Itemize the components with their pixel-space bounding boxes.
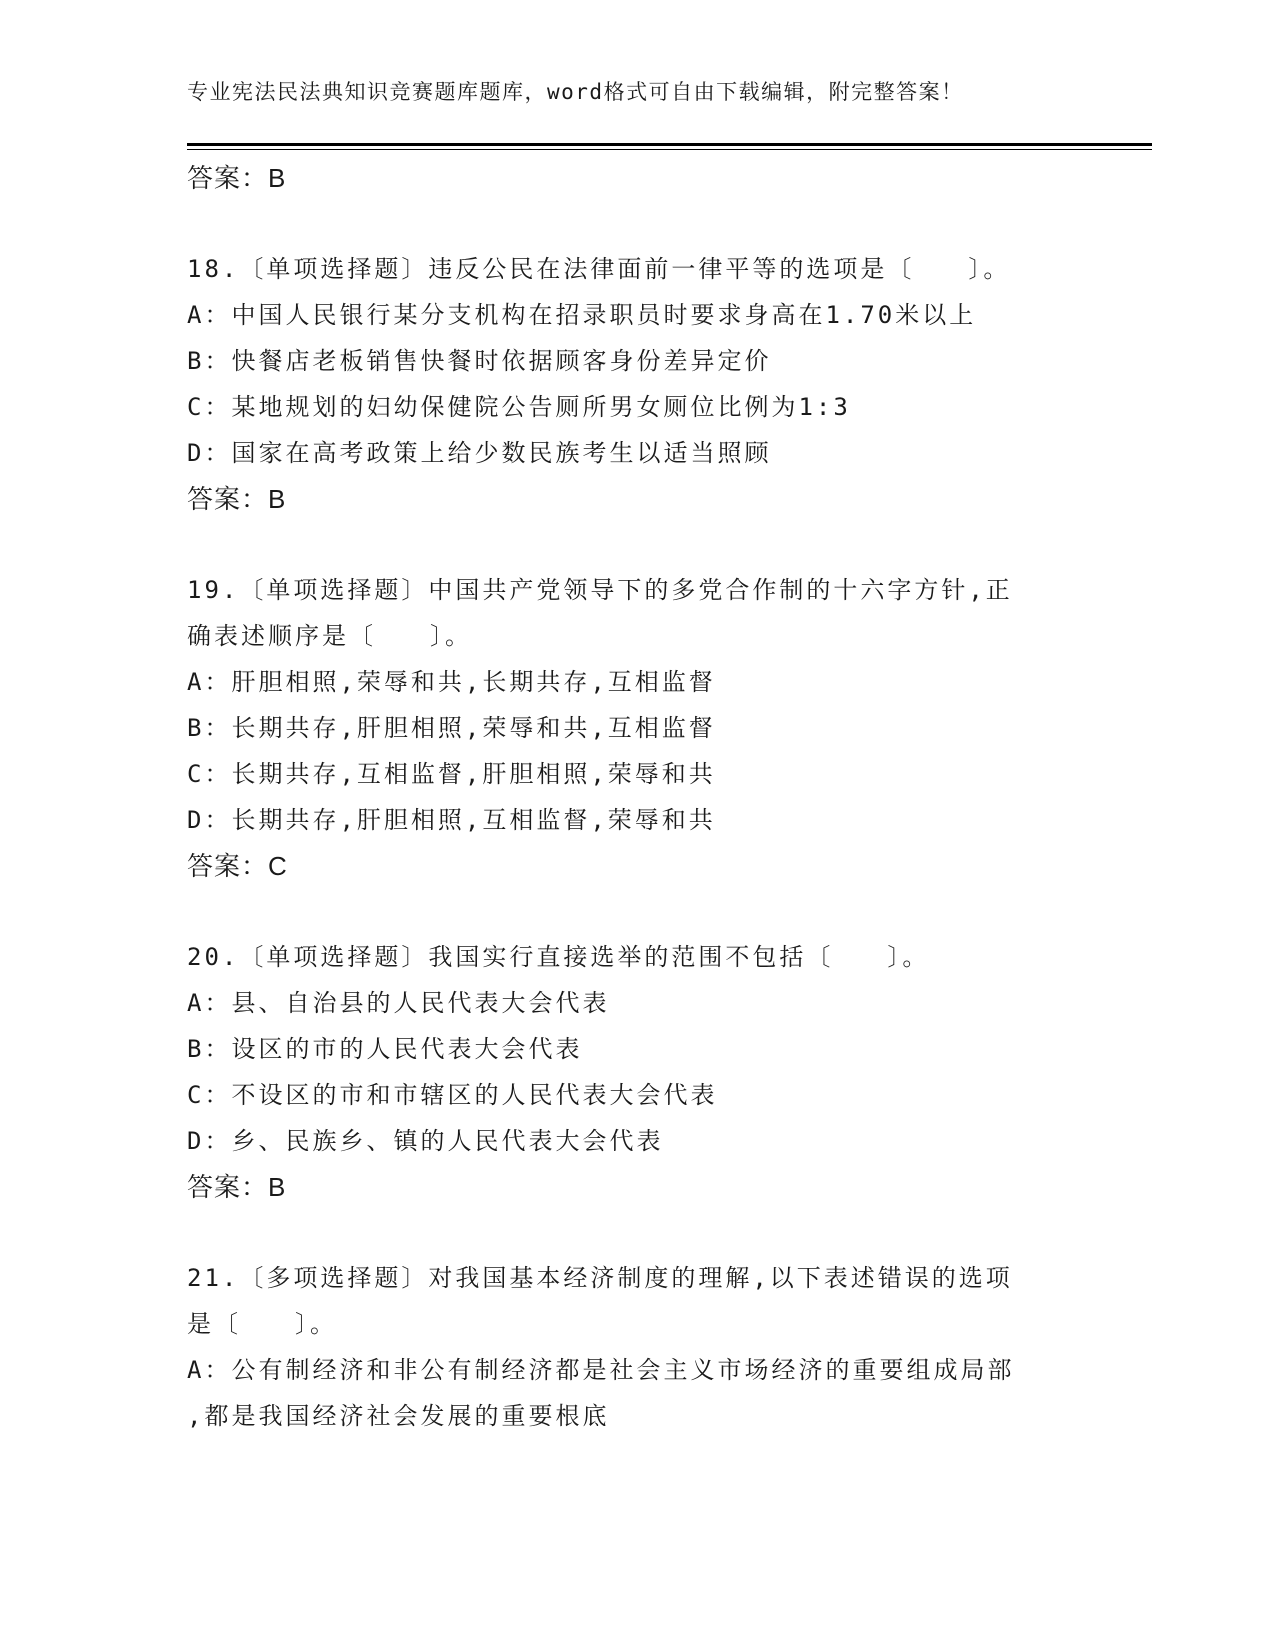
option-a-cont: ,都是我国经济社会发展的重要根底 <box>187 1402 610 1430</box>
question-block <box>187 934 1087 1210</box>
header-divider-thin <box>187 149 1152 150</box>
document-body <box>187 155 1087 1439</box>
option-a: A：公有制经济和非公有制经济都是社会主义市场经济的重要组成局部 <box>187 1356 1015 1384</box>
option-a: A：肝胆相照,荣辱和共,长期共存,互相监督 <box>187 668 716 696</box>
question-stem: 21.〔多项选择题〕对我国基本经济制度的理解,以下表述错误的选项 <box>187 1264 1013 1292</box>
question-block <box>187 1255 1087 1439</box>
option-b: B：设区的市的人民代表大会代表 <box>187 1035 583 1063</box>
option-a: A：中国人民银行某分支机构在招录职员时要求身高在1.70米以上 <box>187 301 977 329</box>
option-c: C：长期共存,互相监督,肝胆相照,荣辱和共 <box>187 760 716 788</box>
question-stem: 18.〔单项选择题〕违反公民在法律面前一律平等的选项是〔 〕。 <box>187 255 1011 283</box>
option-d: D：乡、民族乡、镇的人民代表大会代表 <box>187 1127 664 1155</box>
option-b: B：快餐店老板销售快餐时依据顾客身份差异定价 <box>187 347 772 375</box>
page-header: 专业宪法民法典知识竞赛题库题库，word格式可自由下载编辑，附完整答案！ <box>187 80 964 104</box>
option-b: B：长期共存,肝胆相照,荣辱和共,互相监督 <box>187 714 716 742</box>
option-d: D：长期共存,肝胆相照,互相监督,荣辱和共 <box>187 806 716 834</box>
option-c: C：不设区的市和市辖区的人民代表大会代表 <box>187 1081 718 1109</box>
answer-line: 答案：B <box>187 1172 287 1202</box>
question-stem: 20.〔单项选择题〕我国实行直接选举的范围不包括〔 〕。 <box>187 943 930 971</box>
answer-line: 答案：B <box>187 484 287 514</box>
header-divider <box>187 143 1152 146</box>
question-stem-cont: 确表述顺序是〔 〕。 <box>187 622 472 650</box>
option-d: D：国家在高考政策上给少数民族考生以适当照顾 <box>187 439 772 467</box>
question-block <box>187 246 1087 522</box>
question-stem-cont: 是〔 〕。 <box>187 1310 337 1338</box>
question-block <box>187 567 1087 889</box>
option-a: A：县、自治县的人民代表大会代表 <box>187 989 610 1017</box>
option-c: C：某地规划的妇幼保健院公告厕所男女厕位比例为1:3 <box>187 393 851 421</box>
answer-line: 答案：B <box>187 163 287 193</box>
answer-line: 答案：C <box>187 851 288 881</box>
question-stem: 19.〔单项选择题〕中国共产党领导下的多党合作制的十六字方针,正 <box>187 576 1013 604</box>
